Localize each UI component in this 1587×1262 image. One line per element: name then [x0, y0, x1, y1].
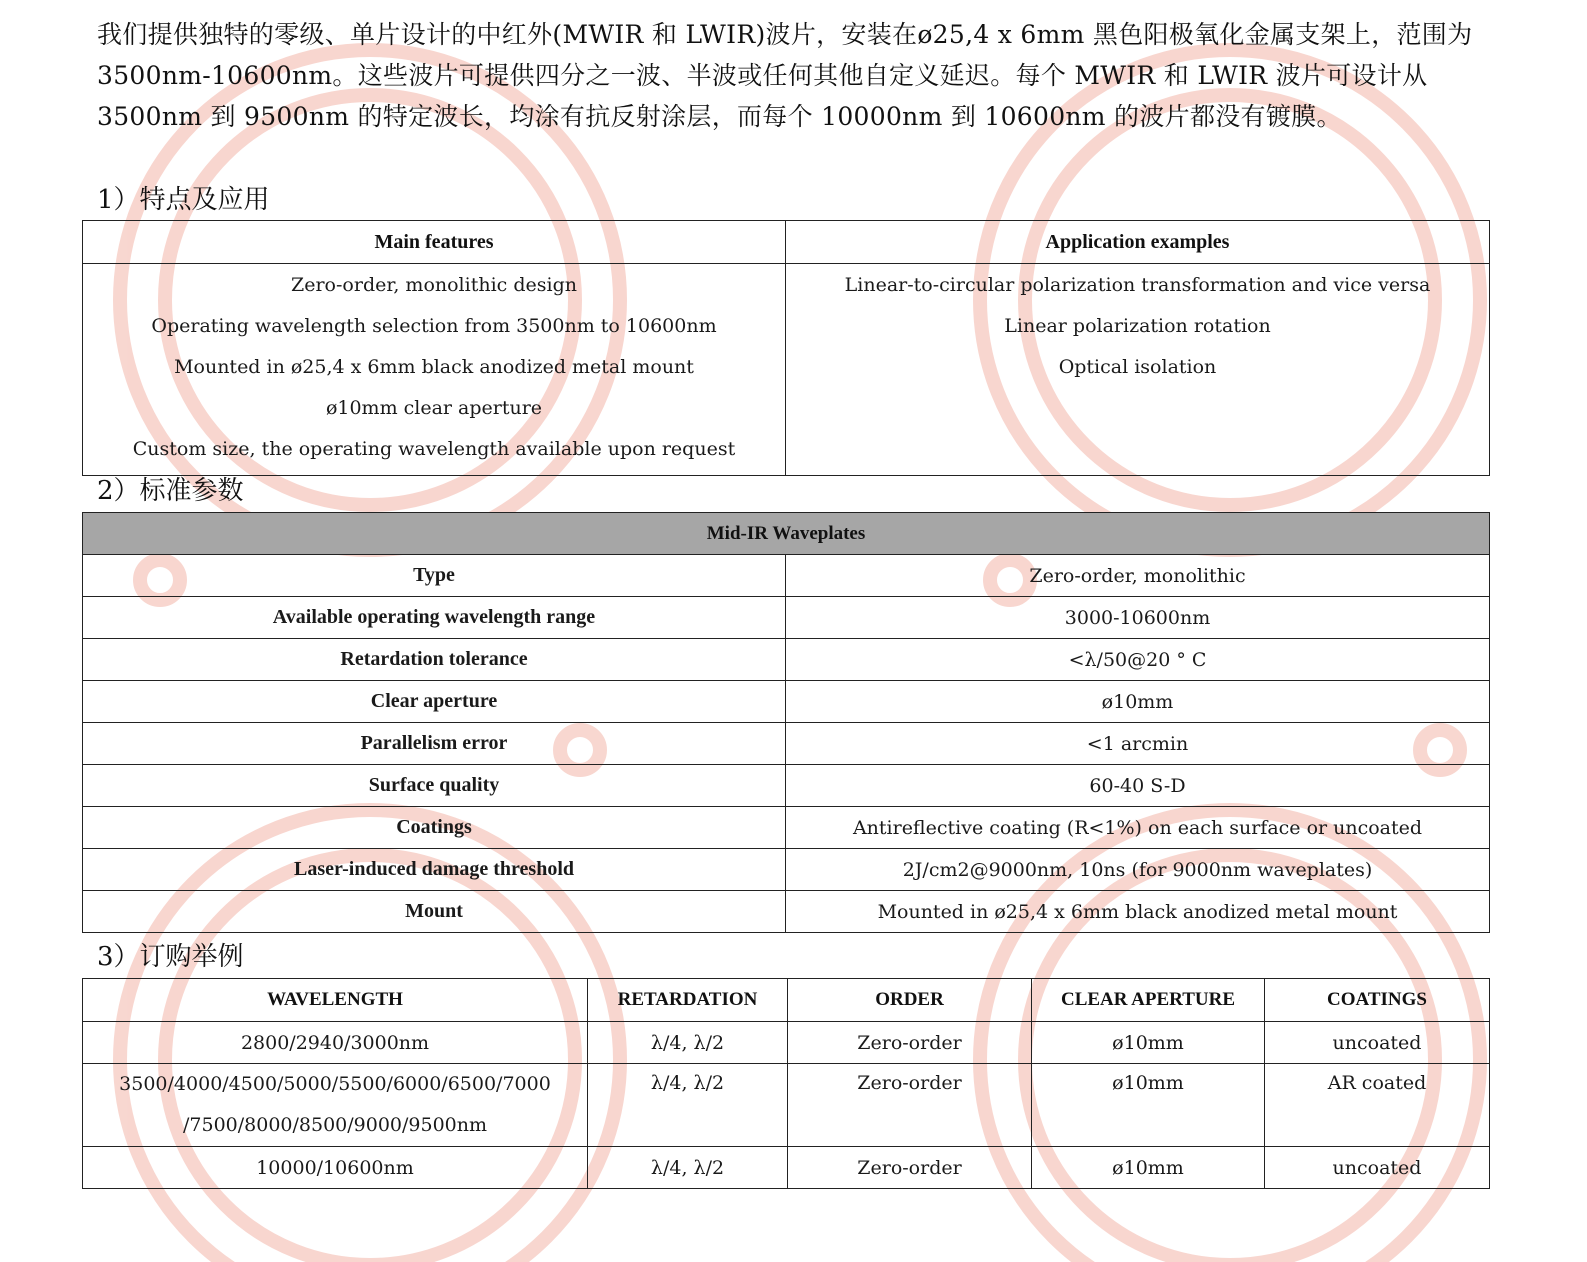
col-header-wavelength: WAVELENGTH [83, 979, 588, 1022]
table-row [83, 765, 1490, 807]
cell-aperture: ø10mm [1032, 1064, 1265, 1147]
cell-coatings: AR coated [1265, 1064, 1490, 1147]
table-row [83, 555, 1490, 597]
feature-item: Mounted in ø25,4 x 6mm black anodized metal mount [174, 356, 694, 378]
parameters-table [82, 512, 1490, 933]
cell-retardation: λ/4, λ/2 [588, 1147, 788, 1189]
param-value: 3000-10600nm [786, 597, 1490, 639]
ordering-table [82, 978, 1490, 1189]
parameters-banner: Mid-IR Waveplates [83, 513, 1490, 555]
section-heading-ordering: 3）订购举例 [97, 942, 244, 972]
section-heading-features: 1）特点及应用 [97, 185, 270, 215]
table-row [83, 723, 1490, 765]
param-value: <λ/50@20 ° C [786, 639, 1490, 681]
col-header-coatings: COATINGS [1265, 979, 1490, 1022]
cell-coatings: uncoated [1265, 1022, 1490, 1064]
param-label: Coatings [83, 807, 786, 849]
param-label: Laser-induced damage threshold [83, 849, 786, 891]
param-value: ø10mm [786, 681, 1490, 723]
col-header-retardation: RETARDATION [588, 979, 788, 1022]
cell-coatings: uncoated [1265, 1147, 1490, 1189]
table-row [83, 681, 1490, 723]
table-row [83, 849, 1490, 891]
features-table [82, 220, 1490, 476]
cell-wavelength-line2: /7500/8000/8500/9000/9500nm [182, 1114, 488, 1136]
cell-order: Zero-order [788, 1064, 1032, 1147]
table-row [83, 1064, 1490, 1147]
param-value: Zero-order, monolithic [786, 555, 1490, 597]
application-item: Linear-to-circular polarization transformation and vice versa [844, 274, 1431, 296]
features-list [83, 264, 786, 476]
param-label: Mount [83, 891, 786, 933]
cell-wavelength: 2800/2940/3000nm [83, 1022, 588, 1064]
intro-paragraph: 我们提供独特的零级、单片设计的中红外(MWIR 和 LWIR)波片，安装在ø25,4 x 6mm 黑色阳极氧化金属支架上，范围为 3500nm-10600nm。这些波片可提供四分之一波、半波或任何其他自定义延迟。每个 MWIR 和 LWIR 波片可设计从 3500nm 到 9500nm 的特定波长，均涂有抗反射涂层，而每个 10000nm 到 10600nm 的波片都没有镀膜。 [97, 20, 1473, 131]
param-value: 60-40 S-D [786, 765, 1490, 807]
param-label: Available operating wavelength range [83, 597, 786, 639]
param-label: Parallelism error [83, 723, 786, 765]
param-value: Mounted in ø25,4 x 6mm black anodized metal mount [786, 891, 1490, 933]
param-label: Clear aperture [83, 681, 786, 723]
feature-item: Zero-order, monolithic design [291, 274, 577, 296]
applications-header: Application examples [786, 221, 1490, 264]
param-label: Retardation tolerance [83, 639, 786, 681]
section-heading-parameters: 2）标准参数 [97, 476, 244, 506]
param-value: Antireflective coating (R<1%) on each surface or uncoated [786, 807, 1490, 849]
col-header-order: ORDER [788, 979, 1032, 1022]
cell-order: Zero-order [788, 1022, 1032, 1064]
table-row [83, 1022, 1490, 1064]
cell-retardation: λ/4, λ/2 [588, 1022, 788, 1064]
cell-wavelength-line1: 3500/4000/4500/5000/5500/6000/6500/7000 [119, 1073, 551, 1095]
applications-list [786, 264, 1490, 476]
table-row [83, 807, 1490, 849]
feature-item: Custom size, the operating wavelength available upon request [132, 438, 736, 460]
table-row [83, 639, 1490, 681]
cell-order: Zero-order [788, 1147, 1032, 1189]
param-value: <1 arcmin [786, 723, 1490, 765]
feature-item: Operating wavelength selection from 3500nm to 10600nm [151, 315, 717, 337]
cell-aperture: ø10mm [1032, 1022, 1265, 1064]
feature-item: ø10mm clear aperture [325, 397, 543, 419]
param-label: Surface quality [83, 765, 786, 807]
table-row [83, 597, 1490, 639]
cell-aperture: ø10mm [1032, 1147, 1265, 1189]
cell-wavelength: 10000/10600nm [83, 1147, 588, 1189]
param-value: 2J/cm2@9000nm, 10ns (for 9000nm waveplates) [786, 849, 1490, 891]
param-label: Type [83, 555, 786, 597]
application-item: Linear polarization rotation [1004, 315, 1271, 337]
table-row [83, 1147, 1490, 1189]
features-header: Main features [83, 221, 786, 264]
application-item: Optical isolation [1058, 356, 1217, 378]
cell-wavelength [83, 1064, 588, 1147]
cell-retardation: λ/4, λ/2 [588, 1064, 788, 1147]
table-row [83, 891, 1490, 933]
col-header-clear-aperture: CLEAR APERTURE [1032, 979, 1265, 1022]
